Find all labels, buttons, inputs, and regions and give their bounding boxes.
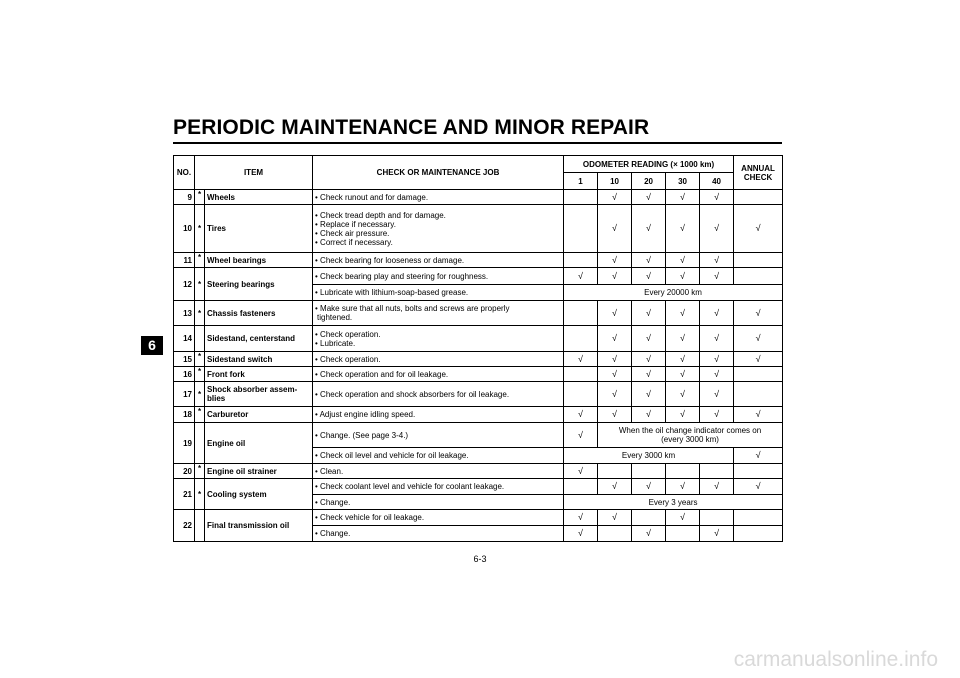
- row-number: 18: [174, 407, 195, 423]
- job-line: • Check tread depth and for damage.: [315, 210, 446, 220]
- interval-note: [598, 423, 783, 448]
- table-row: [174, 268, 783, 285]
- check-mark: [598, 464, 632, 479]
- maintenance-job: [313, 326, 564, 352]
- dealer-asterisk: *: [195, 268, 205, 301]
- title-rule: [173, 142, 782, 144]
- check-mark: √: [700, 253, 734, 268]
- job-line: • Check operation.: [315, 329, 381, 339]
- check-mark: √: [700, 352, 734, 367]
- check-mark: √: [598, 352, 632, 367]
- job-line: • Lubricate.: [315, 338, 356, 348]
- table-row: [174, 190, 783, 205]
- maintenance-job: • Check operation and shock absorbers for oil leakage.: [313, 382, 564, 407]
- table-row: [174, 253, 783, 268]
- check-mark: √: [564, 510, 598, 526]
- dealer-asterisk: *: [195, 253, 205, 268]
- row-number: 19: [174, 423, 195, 464]
- check-mark: √: [632, 479, 666, 495]
- row-number: 16: [174, 367, 195, 382]
- item-name: Tires: [205, 205, 313, 253]
- interval-note: Every 3000 km: [564, 448, 734, 464]
- check-mark: [734, 464, 783, 479]
- item-name: Cooling system: [205, 479, 313, 510]
- maintenance-job: • Check bearing for looseness or damage.: [313, 253, 564, 268]
- item-name: Front fork: [205, 367, 313, 382]
- check-mark: [734, 253, 783, 268]
- check-mark: √: [700, 301, 734, 326]
- job-line: • Replace if necessary.: [315, 219, 396, 229]
- table-row: [174, 423, 783, 448]
- check-mark: √: [666, 301, 700, 326]
- note-line: When the oil change indicator comes on: [618, 426, 762, 435]
- maintenance-job: • Clean.: [313, 464, 564, 479]
- dealer-asterisk: *: [195, 352, 205, 367]
- check-mark: √: [700, 479, 734, 495]
- maintenance-job: • Adjust engine idling speed.: [313, 407, 564, 423]
- maintenance-job: • Change. (See page 3-4.): [313, 423, 564, 448]
- check-mark: √: [666, 367, 700, 382]
- check-mark: √: [598, 301, 632, 326]
- col-header-km-1: 1: [564, 173, 598, 190]
- col-header-annual: ANNUAL CHECK: [734, 156, 783, 190]
- maintenance-job: [313, 205, 564, 253]
- check-mark: [564, 326, 598, 352]
- check-mark: √: [734, 407, 783, 423]
- check-mark: √: [632, 407, 666, 423]
- check-mark: √: [564, 464, 598, 479]
- check-mark: √: [598, 510, 632, 526]
- check-mark: √: [700, 190, 734, 205]
- item-name: Carburetor: [205, 407, 313, 423]
- page-number: 6-3: [473, 554, 487, 564]
- item-name: Steering bearings: [205, 268, 313, 301]
- check-mark: √: [598, 190, 632, 205]
- check-mark: [632, 464, 666, 479]
- check-mark: √: [734, 205, 783, 253]
- row-number: 11: [174, 253, 195, 268]
- table-row: [174, 464, 783, 479]
- item-name: Engine oil: [205, 423, 313, 464]
- row-number: 17: [174, 382, 195, 407]
- check-mark: √: [564, 423, 598, 448]
- page-title: PERIODIC MAINTENANCE AND MINOR REPAIR: [173, 116, 650, 139]
- row-number: 12: [174, 268, 195, 301]
- row-number: 9: [174, 190, 195, 205]
- check-mark: √: [598, 253, 632, 268]
- check-mark: √: [598, 407, 632, 423]
- check-mark: √: [666, 205, 700, 253]
- maintenance-job: • Check runout and for damage.: [313, 190, 564, 205]
- dealer-asterisk: [195, 510, 205, 542]
- row-number: 14: [174, 326, 195, 352]
- check-mark: √: [598, 326, 632, 352]
- check-mark: √: [598, 205, 632, 253]
- check-mark: [700, 510, 734, 526]
- check-mark: √: [700, 526, 734, 542]
- interval-note: Every 20000 km: [564, 285, 783, 301]
- maintenance-job: • Check oil level and vehicle for oil leakage.: [313, 448, 564, 464]
- dealer-asterisk: *: [195, 205, 205, 253]
- check-mark: [734, 367, 783, 382]
- check-mark: √: [564, 352, 598, 367]
- col-header-no: NO.: [174, 156, 195, 190]
- check-mark: √: [734, 448, 783, 464]
- dealer-asterisk: *: [195, 382, 205, 407]
- table-row: [174, 326, 783, 352]
- check-mark: [564, 479, 598, 495]
- check-mark: [564, 190, 598, 205]
- check-mark: [564, 367, 598, 382]
- table-row: [174, 407, 783, 423]
- dealer-asterisk: *: [195, 301, 205, 326]
- check-mark: [666, 526, 700, 542]
- maintenance-job: • Check operation.: [313, 352, 564, 367]
- check-mark: √: [700, 407, 734, 423]
- table-row: [174, 367, 783, 382]
- check-mark: [564, 382, 598, 407]
- check-mark: √: [700, 382, 734, 407]
- check-mark: √: [564, 526, 598, 542]
- check-mark: √: [700, 268, 734, 285]
- check-mark: [564, 205, 598, 253]
- chapter-tab: 6: [141, 336, 163, 355]
- check-mark: √: [700, 326, 734, 352]
- row-number: 10: [174, 205, 195, 253]
- col-header-odometer: ODOMETER READING (× 1000 km): [564, 156, 734, 173]
- check-mark: √: [700, 367, 734, 382]
- col-header-km-10: 10: [598, 173, 632, 190]
- table-row: [174, 301, 783, 326]
- check-mark: √: [734, 301, 783, 326]
- check-mark: √: [564, 407, 598, 423]
- check-mark: √: [700, 205, 734, 253]
- check-mark: √: [666, 352, 700, 367]
- check-mark: √: [632, 205, 666, 253]
- dealer-asterisk: *: [195, 407, 205, 423]
- check-mark: [734, 190, 783, 205]
- maintenance-table: [173, 155, 783, 542]
- job-line: • Make sure that all nuts, bolts and screws are properly: [315, 304, 510, 313]
- dealer-asterisk: *: [195, 367, 205, 382]
- maintenance-job: • Change.: [313, 495, 564, 510]
- check-mark: [632, 510, 666, 526]
- check-mark: √: [632, 190, 666, 205]
- dealer-asterisk: *: [195, 479, 205, 510]
- row-number: 13: [174, 301, 195, 326]
- check-mark: √: [666, 382, 700, 407]
- item-name: Engine oil strainer: [205, 464, 313, 479]
- maintenance-job: • Check vehicle for oil leakage.: [313, 510, 564, 526]
- table-row: [174, 205, 783, 253]
- check-mark: √: [632, 352, 666, 367]
- maintenance-job: • Lubricate with lithium-soap-based grease.: [313, 285, 564, 301]
- check-mark: √: [666, 253, 700, 268]
- row-number: 21: [174, 479, 195, 510]
- maintenance-job: • Check operation and for oil leakage.: [313, 367, 564, 382]
- row-number: 15: [174, 352, 195, 367]
- check-mark: √: [632, 526, 666, 542]
- row-number: 20: [174, 464, 195, 479]
- check-mark: √: [632, 326, 666, 352]
- maintenance-job: • Check bearing play and steering for roughness.: [313, 268, 564, 285]
- check-mark: [734, 268, 783, 285]
- check-mark: √: [734, 326, 783, 352]
- col-header-job: CHECK OR MAINTENANCE JOB: [313, 156, 564, 190]
- item-name: Chassis fasteners: [205, 301, 313, 326]
- table-row: [174, 382, 783, 407]
- item-name: Wheels: [205, 190, 313, 205]
- table-row: [174, 479, 783, 495]
- check-mark: √: [598, 382, 632, 407]
- check-mark: √: [666, 190, 700, 205]
- check-mark: [564, 253, 598, 268]
- check-mark: [734, 526, 783, 542]
- item-name: Shock absorber assem-blies: [205, 382, 313, 407]
- check-mark: √: [734, 352, 783, 367]
- check-mark: [734, 510, 783, 526]
- check-mark: [700, 464, 734, 479]
- maintenance-job: • Change.: [313, 526, 564, 542]
- check-mark: √: [598, 367, 632, 382]
- check-mark: √: [598, 268, 632, 285]
- dealer-asterisk: [195, 326, 205, 352]
- check-mark: [734, 382, 783, 407]
- check-mark: √: [632, 382, 666, 407]
- col-header-km-30: 30: [666, 173, 700, 190]
- check-mark: √: [666, 479, 700, 495]
- check-mark: √: [632, 367, 666, 382]
- check-mark: √: [632, 301, 666, 326]
- check-mark: √: [632, 268, 666, 285]
- row-number: 22: [174, 510, 195, 542]
- check-mark: √: [598, 479, 632, 495]
- check-mark: √: [734, 479, 783, 495]
- item-name: Sidestand switch: [205, 352, 313, 367]
- job-line: tightened.: [317, 313, 353, 322]
- check-mark: [666, 464, 700, 479]
- item-name: Sidestand, centerstand: [205, 326, 313, 352]
- note-line: (every 3000 km): [661, 435, 719, 444]
- maintenance-job: [313, 301, 564, 326]
- col-header-km-40: 40: [700, 173, 734, 190]
- interval-note: Every 3 years: [564, 495, 783, 510]
- footer-watermark: carmanualsonline.info: [733, 648, 938, 671]
- check-mark: [598, 526, 632, 542]
- job-line: • Check air pressure.: [315, 228, 390, 238]
- dealer-asterisk: [195, 423, 205, 464]
- check-mark: √: [564, 268, 598, 285]
- maintenance-job: • Check coolant level and vehicle for coolant leakage.: [313, 479, 564, 495]
- col-header-km-20: 20: [632, 173, 666, 190]
- dealer-asterisk: *: [195, 464, 205, 479]
- check-mark: √: [666, 326, 700, 352]
- check-mark: √: [666, 268, 700, 285]
- check-mark: [564, 301, 598, 326]
- check-mark: √: [666, 407, 700, 423]
- job-line: • Correct if necessary.: [315, 237, 393, 247]
- col-header-item: ITEM: [195, 156, 313, 190]
- check-mark: √: [666, 510, 700, 526]
- dealer-asterisk: *: [195, 190, 205, 205]
- check-mark: √: [632, 253, 666, 268]
- table-row: [174, 352, 783, 367]
- table-row: [174, 510, 783, 526]
- item-name: Wheel bearings: [205, 253, 313, 268]
- item-name: Final transmission oil: [205, 510, 313, 542]
